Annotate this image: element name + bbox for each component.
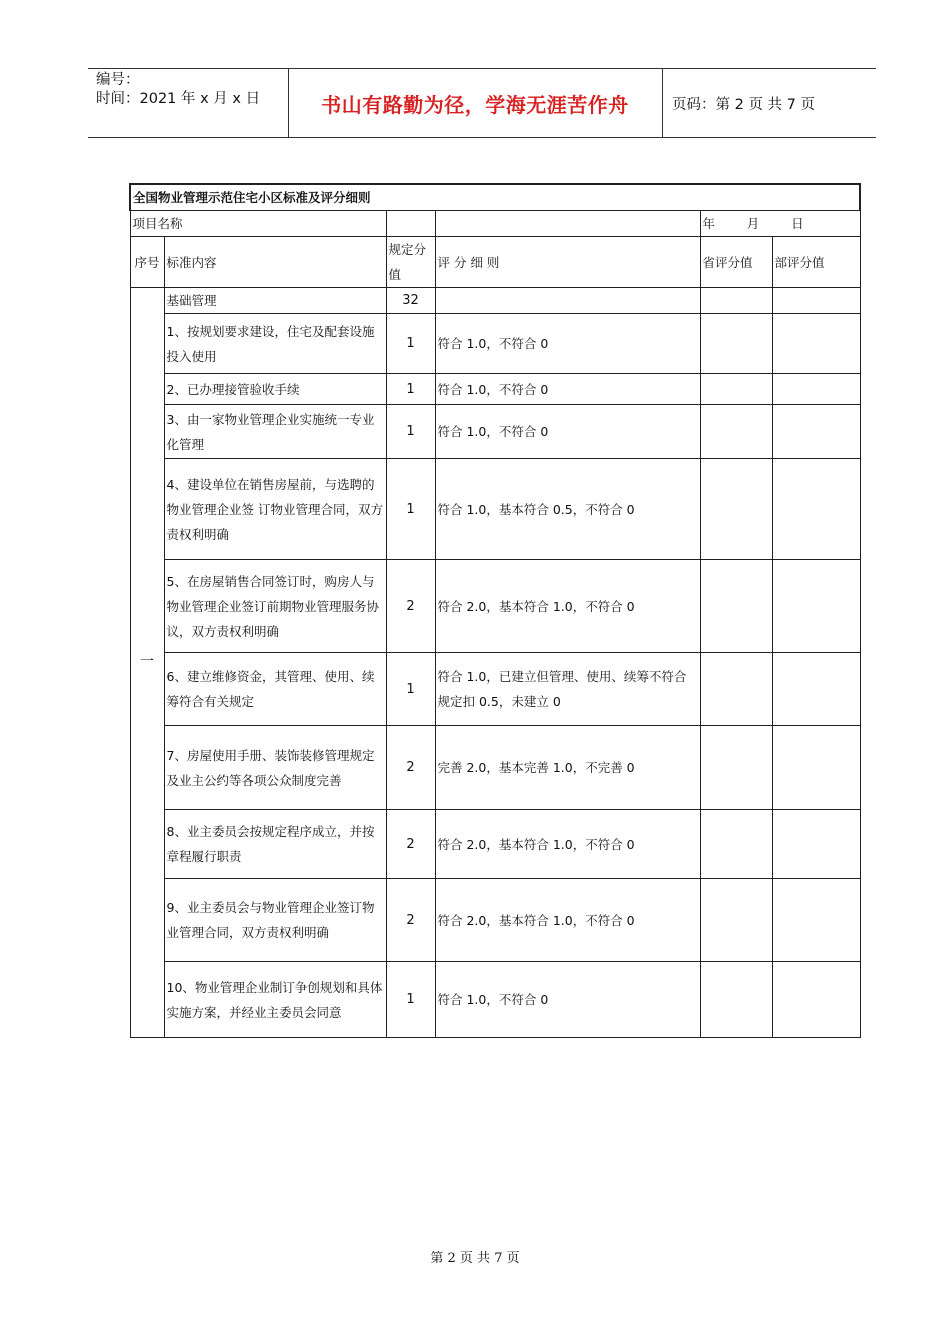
scoring-rule: 符合 2.0，基本符合 1.0，不符合 0 xyxy=(435,879,700,962)
col-province: 省评分值 xyxy=(700,237,772,288)
standard-score: 1 xyxy=(386,962,435,1038)
section-seq: 一 xyxy=(130,288,164,1038)
col-score: 规定分值 xyxy=(386,237,435,288)
section-score: 32 xyxy=(386,288,435,314)
table-row xyxy=(130,560,860,653)
province-score-cell xyxy=(700,653,772,726)
header-meta xyxy=(96,71,260,109)
standard-score: 1 xyxy=(386,405,435,459)
project-row xyxy=(130,211,860,237)
table-title: 全国物业管理示范住宅小区标准及评分细则 xyxy=(130,184,860,211)
standard-content: 5、在房屋销售合同签订时，购房人与物业管理企业签订前期物业管理服务协议，双方责权利明确 xyxy=(164,560,386,653)
scoring-table xyxy=(129,183,861,1038)
scoring-rule: 符合 1.0，基本符合 0.5，不符合 0 xyxy=(435,459,700,560)
standard-content: 9、业主委员会与物业管理企业签订物业管理合同，双方责权利明确 xyxy=(164,879,386,962)
standard-content: 3、由一家物业管理企业实施统一专业化管理 xyxy=(164,405,386,459)
standard-score: 2 xyxy=(386,560,435,653)
scoring-rule: 符合 1.0，不符合 0 xyxy=(435,314,700,374)
project-name-label: 项目名称 xyxy=(130,211,386,237)
province-score-cell xyxy=(700,810,772,879)
project-name-cell xyxy=(386,211,435,237)
column-header-row xyxy=(130,237,860,288)
province-score-cell xyxy=(700,405,772,459)
standard-content: 7、房屋使用手册、装饰装修管理规定及业主公约等各项公众制度完善 xyxy=(164,726,386,810)
ministry-score-cell xyxy=(772,405,860,459)
ministry-score-cell xyxy=(772,653,860,726)
standard-content: 1、按规划要求建设，住宅及配套设施投入使用 xyxy=(164,314,386,374)
empty-cell xyxy=(435,288,700,314)
table-row xyxy=(130,374,860,405)
scoring-rule: 符合 2.0，基本符合 1.0，不符合 0 xyxy=(435,560,700,653)
standard-score: 1 xyxy=(386,314,435,374)
col-ministry: 部评分值 xyxy=(772,237,860,288)
page-header xyxy=(88,68,876,138)
standard-score: 1 xyxy=(386,374,435,405)
section-row xyxy=(130,288,860,314)
standard-content: 8、业主委员会按规定程序成立，并按章程履行职责 xyxy=(164,810,386,879)
standard-content: 2、已办理接管验收手续 xyxy=(164,374,386,405)
province-score-cell xyxy=(700,314,772,374)
section-name: 基础管理 xyxy=(164,288,386,314)
table-row xyxy=(130,726,860,810)
standard-score: 2 xyxy=(386,726,435,810)
province-score-cell xyxy=(700,726,772,810)
table-row xyxy=(130,653,860,726)
table-row xyxy=(130,879,860,962)
header-divider xyxy=(662,69,663,137)
table-row xyxy=(130,810,860,879)
col-seq: 序号 xyxy=(130,237,164,288)
standard-score: 1 xyxy=(386,459,435,560)
page-footer: 第 2 页 共 7 页 xyxy=(430,1251,520,1266)
province-score-cell xyxy=(700,560,772,653)
table-row xyxy=(130,314,860,374)
province-score-cell xyxy=(700,374,772,405)
scoring-rule: 符合 2.0，基本符合 1.0，不符合 0 xyxy=(435,810,700,879)
province-score-cell xyxy=(700,879,772,962)
ministry-score-cell xyxy=(772,314,860,374)
province-score-cell xyxy=(700,459,772,560)
table-row xyxy=(130,962,860,1038)
table-title-row xyxy=(130,184,860,211)
standard-score: 2 xyxy=(386,879,435,962)
ministry-score-cell xyxy=(772,810,860,879)
standard-score: 1 xyxy=(386,653,435,726)
scoring-rule: 符合 1.0，不符合 0 xyxy=(435,374,700,405)
empty-cell xyxy=(700,288,772,314)
ministry-score-cell xyxy=(772,962,860,1038)
time-label: 时间：2021 年 x 月 x 日 xyxy=(96,91,261,107)
ministry-score-cell xyxy=(772,879,860,962)
scoring-rule: 符合 1.0，不符合 0 xyxy=(435,962,700,1038)
scoring-rule: 完善 2.0，基本完善 1.0，不完善 0 xyxy=(435,726,700,810)
standard-content: 4、建设单位在销售房屋前，与选聘的物业管理企业签 订物业管理合同，双方责权利明确 xyxy=(164,459,386,560)
table-row xyxy=(130,459,860,560)
standard-content: 6、建立维修资金，其管理、使用、续筹符合有关规定 xyxy=(164,653,386,726)
ministry-score-cell xyxy=(772,459,860,560)
ministry-score-cell xyxy=(772,374,860,405)
empty-cell xyxy=(772,288,860,314)
number-label: 编号： xyxy=(96,72,140,88)
ministry-score-cell xyxy=(772,560,860,653)
standard-content: 10、物业管理企业制订争创规划和具体实施方案，并经业主委员会同意 xyxy=(164,962,386,1038)
province-score-cell xyxy=(700,962,772,1038)
scoring-rule: 符合 1.0，不符合 0 xyxy=(435,405,700,459)
table-row xyxy=(130,405,860,459)
project-name-value xyxy=(435,211,700,237)
date-label: 年 月 日 xyxy=(700,211,860,237)
col-rule: 评 分 细 则 xyxy=(435,237,700,288)
header-motto: 书山有路勤为径，学海无涯苦作舟 xyxy=(321,92,629,117)
scoring-rule: 符合 1.0，已建立但管理、使用、续筹不符合规定扣 0.5，未建立 0 xyxy=(435,653,700,726)
ministry-score-cell xyxy=(772,726,860,810)
header-page-info: 页码：第 2 页 共 7 页 xyxy=(672,97,815,113)
standard-score: 2 xyxy=(386,810,435,879)
col-content: 标准内容 xyxy=(164,237,386,288)
